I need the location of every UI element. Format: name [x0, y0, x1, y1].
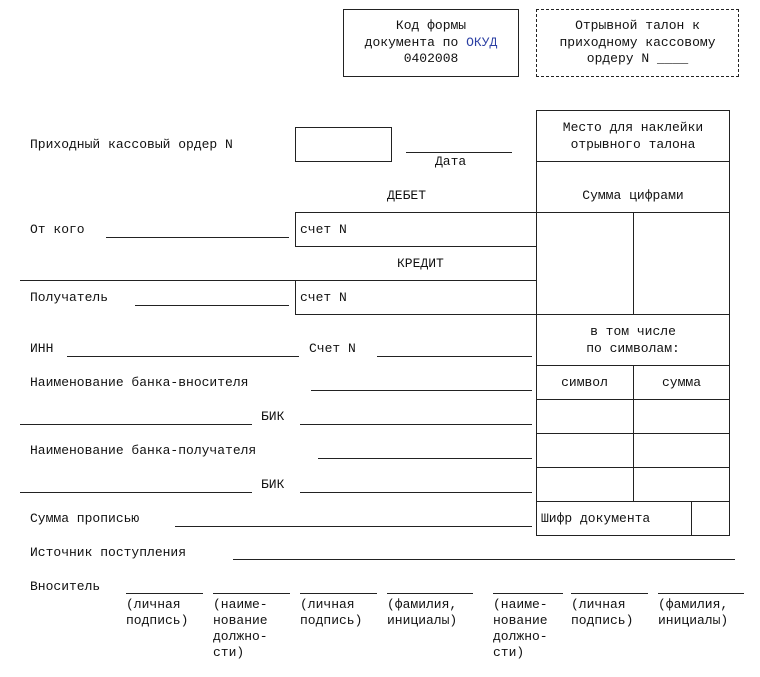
- date-label: Дата: [435, 154, 467, 169]
- okud-label-line1: Код формы: [395, 18, 467, 33]
- okud-abbr: ОКУД: [466, 35, 498, 50]
- sticker-line1: Место для наклейки: [562, 120, 704, 135]
- debit-top-rule: [295, 212, 536, 213]
- depositor-label: Вноситель: [30, 579, 101, 594]
- inn-label: ИНН: [30, 341, 54, 356]
- inn-account-label: Счет N: [309, 341, 356, 356]
- credit-heading: КРЕДИТ: [397, 256, 444, 271]
- credit-bottom-rule: [295, 314, 536, 315]
- bik-field-2[interactable]: [300, 492, 532, 493]
- from-label: От кого: [30, 222, 85, 237]
- signature-line-2[interactable]: [213, 593, 290, 594]
- order-number-field[interactable]: [295, 127, 392, 162]
- signature-caption-1: (личная подпись): [126, 597, 189, 628]
- doc-code-label: Шифр документа: [541, 511, 651, 526]
- doc-code-field[interactable]: [692, 502, 729, 535]
- debit-account-divider: [295, 212, 296, 246]
- signature-caption-5: (наиме- нование должно- сти): [493, 597, 548, 660]
- source-label: Источник поступления: [30, 545, 187, 560]
- signature-caption-2: (наиме- нование должно- сти): [213, 597, 268, 660]
- depositor-bank-field[interactable]: [311, 390, 532, 391]
- signature-line-5[interactable]: [493, 593, 563, 594]
- stub-rule-3: [536, 314, 730, 315]
- sum-digits-label: Сумма цифрами: [582, 188, 684, 203]
- amount-words-label: Сумма прописью: [30, 511, 140, 526]
- stub-header-line3: ордеру N ____: [586, 51, 689, 66]
- credit-top-rule: [20, 280, 536, 281]
- from-field[interactable]: [106, 237, 289, 238]
- inn-account-field[interactable]: [377, 356, 532, 357]
- signature-caption-6: (личная подпись): [571, 597, 634, 628]
- col-sum-header: сумма: [661, 375, 701, 390]
- amount-words-field[interactable]: [175, 526, 532, 527]
- okud-label-line2: [343, 35, 519, 51]
- credit-account-label: счет N: [300, 290, 347, 305]
- including-line2: по символам:: [586, 341, 680, 356]
- signature-line-1[interactable]: [126, 593, 203, 594]
- including-line1: в том числе: [590, 324, 676, 339]
- signature-line-7[interactable]: [658, 593, 744, 594]
- sum-digits-field-left[interactable]: [537, 213, 632, 313]
- stub-rule-7: [536, 467, 730, 468]
- depositor-bank-field-2[interactable]: [20, 424, 252, 425]
- col-symbol-header: символ: [561, 375, 608, 390]
- recipient-bank-label: Наименование банка-получателя: [30, 443, 257, 458]
- sum-digits-field-right[interactable]: [634, 213, 729, 313]
- signature-caption-3: (личная подпись): [300, 597, 363, 628]
- bik-label-2: БИК: [261, 477, 285, 492]
- credit-account-divider: [295, 280, 296, 314]
- inn-field[interactable]: [67, 356, 299, 357]
- date-field[interactable]: [406, 152, 512, 153]
- sticker-line2: отрывного талона: [570, 137, 696, 152]
- signature-line-3[interactable]: [300, 593, 377, 594]
- okud-code: 0402008: [403, 51, 459, 66]
- bik-field-1[interactable]: [300, 424, 532, 425]
- debit-heading: ДЕБЕТ: [387, 188, 427, 203]
- stub-rule-5: [536, 399, 730, 400]
- debit-bottom-rule: [295, 246, 536, 247]
- signature-caption-4: (фамилия, инициалы): [387, 597, 458, 628]
- signature-line-6[interactable]: [571, 593, 648, 594]
- stub-header-line2: приходному кассовому: [559, 35, 716, 50]
- recipient-bank-field-2[interactable]: [20, 492, 252, 493]
- okud-label-prefix: документа по: [364, 35, 459, 50]
- stub-rule-1: [536, 161, 730, 162]
- source-field[interactable]: [233, 559, 735, 560]
- signature-caption-7: (фамилия, инициалы): [658, 597, 729, 628]
- recipient-field[interactable]: [135, 305, 289, 306]
- bik-label-1: БИК: [261, 409, 285, 424]
- stub-header-line1: Отрывной талон к: [575, 18, 700, 33]
- stub-rule-6: [536, 433, 730, 434]
- debit-account-label: счет N: [300, 222, 347, 237]
- recipient-bank-field[interactable]: [318, 458, 532, 459]
- signature-line-4[interactable]: [387, 593, 473, 594]
- recipient-label: Получатель: [30, 290, 109, 305]
- order-title: Приходный кассовый ордер N: [30, 137, 233, 152]
- depositor-bank-label: Наименование банка-вносителя: [30, 375, 249, 390]
